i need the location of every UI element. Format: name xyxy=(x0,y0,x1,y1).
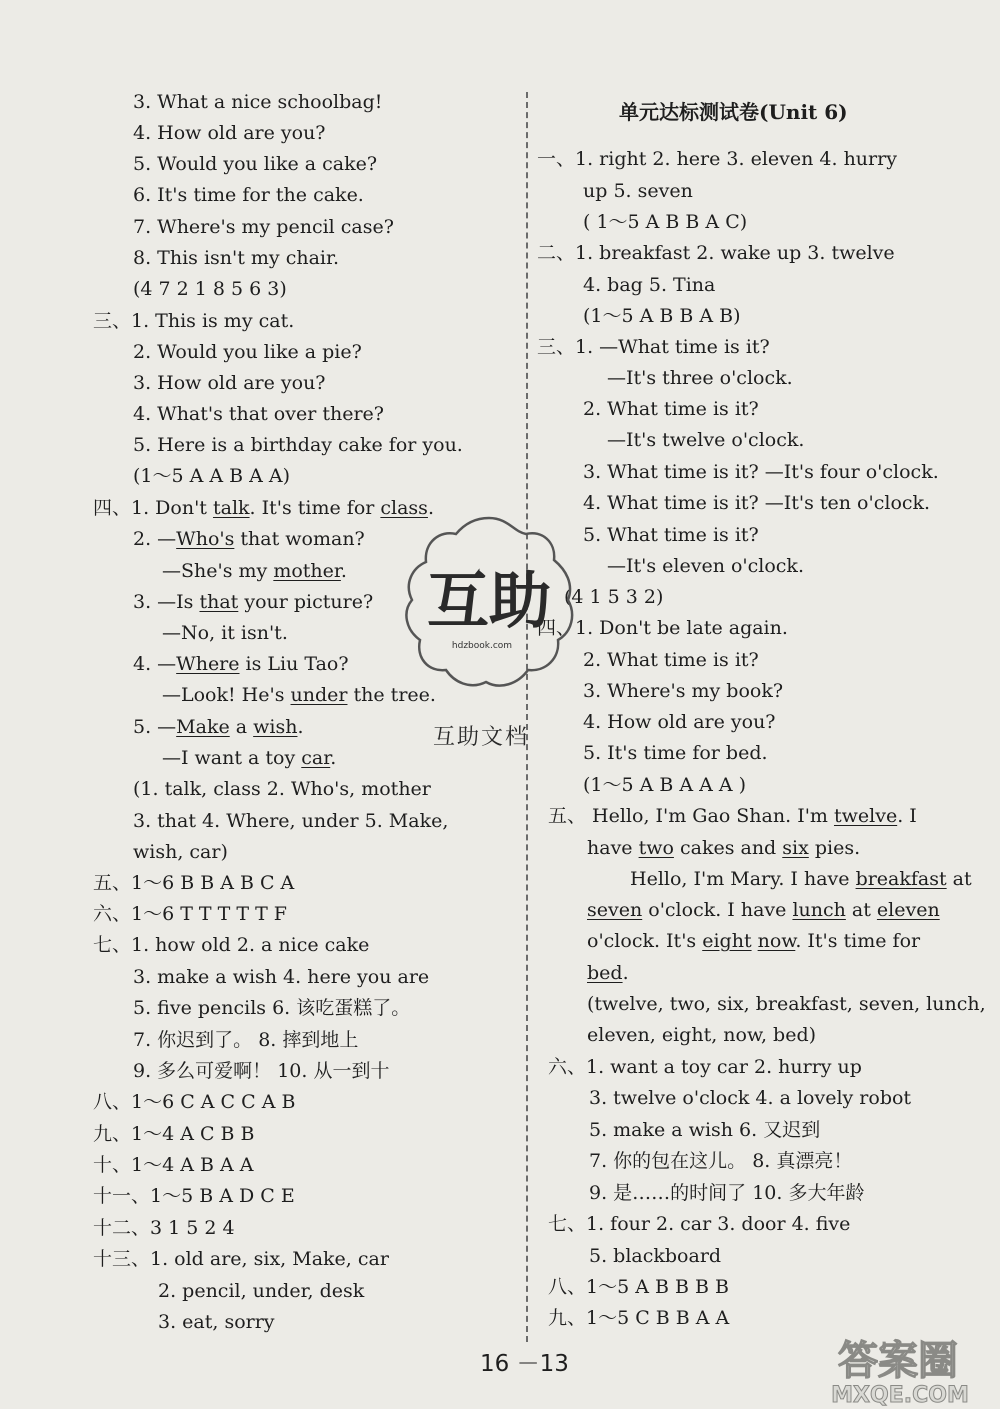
answer-line: 3. What a nice schoolbag! xyxy=(133,91,383,113)
answer-blank: mother xyxy=(273,560,341,582)
answer-line: —No, it isn't. xyxy=(162,622,288,644)
answer-blank: lunch xyxy=(792,899,846,921)
answer-line: bed. xyxy=(587,962,629,984)
answer-line: —It's three o'clock. xyxy=(607,367,793,389)
answer-line: have two cakes and six pies. xyxy=(587,837,861,859)
answer-blank: Who's xyxy=(176,528,235,550)
answer-line: Hello, I'm Mary. I have breakfast at xyxy=(630,868,972,890)
answer-line: 5. What time is it? xyxy=(583,524,759,546)
answer-line: (1～5 A B B A B) xyxy=(583,305,741,327)
answer-line: 五、1～6 B B A B C A xyxy=(93,872,295,894)
answer-line: —Look! He's under the tree. xyxy=(162,684,436,706)
answer-blank: Make xyxy=(176,716,230,738)
answer-line: up 5. seven xyxy=(583,180,693,202)
answer-line: ( 1～5 A B B A C) xyxy=(583,211,748,233)
answer-line: 2. pencil, under, desk xyxy=(158,1280,365,1302)
logo-url: MXQE.COM xyxy=(831,1383,969,1408)
answer-line: 六、1. want a toy car 2. hurry up xyxy=(548,1056,862,1078)
answer-blank: seven xyxy=(587,899,643,921)
answer-line: —It's twelve o'clock. xyxy=(607,429,805,451)
answer-blank: talk xyxy=(212,497,250,519)
stamp-url: hdzbook.com xyxy=(451,641,513,651)
answer-line: (4 7 2 1 8 5 6 3) xyxy=(133,278,287,300)
answer-blank: wish xyxy=(253,716,298,738)
answer-line: 三、1. —What time is it? xyxy=(537,336,770,358)
logo-chars: 答案圈 xyxy=(838,1338,958,1384)
column-divider xyxy=(526,92,528,1342)
answer-line: (twelve, two, six, breakfast, seven, lunch, xyxy=(587,993,986,1015)
answer-line: 六、1～6 T T T T T F xyxy=(93,903,287,925)
answer-line: 五、 Hello, I'm Gao Shan. I'm twelve. I xyxy=(548,805,917,827)
answer-line: 7. Where's my pencil case? xyxy=(133,216,394,238)
answer-line: 十一、1～5 B A D C E xyxy=(93,1185,295,1207)
answer-line: seven o'clock. I have lunch at eleven xyxy=(587,899,940,921)
answer-line: 4. How old are you? xyxy=(133,122,326,144)
answer-line: 十二、3 1 5 2 4 xyxy=(93,1217,235,1239)
answer-blank: Where xyxy=(176,653,240,675)
section-title: 单元达标测试卷(Unit 6) xyxy=(619,100,848,124)
answer-line: 八、1～5 A B B B B xyxy=(548,1276,729,1298)
answer-blank: that xyxy=(199,591,239,613)
answer-blank: twelve xyxy=(833,805,898,827)
site-logo-icon xyxy=(800,1330,996,1408)
answer-line: o'clock. It's eight now. It's time for xyxy=(587,930,921,952)
answer-line: 3. Where's my book? xyxy=(583,680,784,702)
answer-line: 2. Would you like a pie? xyxy=(133,341,362,363)
answer-blank: class xyxy=(380,497,428,519)
answer-line: 5. Would you like a cake? xyxy=(133,153,378,175)
answer-line: 5. —Make a wish. xyxy=(133,716,304,738)
answer-line: 七、1. how old 2. a nice cake xyxy=(93,934,370,956)
answer-line: 3. How old are you? xyxy=(133,372,326,394)
answer-line: (1～5 A A B A A) xyxy=(133,465,291,487)
answer-line: 3. —Is that your picture? xyxy=(133,591,374,613)
answer-blank: eleven xyxy=(876,899,940,921)
answer-line: 2. What time is it? xyxy=(583,398,759,420)
answer-line: 4. How old are you? xyxy=(583,711,776,733)
answer-line: 3. twelve o'clock 4. a lovely robot xyxy=(589,1087,912,1109)
answer-line: wish, car) xyxy=(133,841,228,863)
stamp-chars: 互助 xyxy=(426,564,552,637)
answer-line: 5. It's time for bed. xyxy=(583,742,768,764)
answer-line: 4. What time is it? —It's ten o'clock. xyxy=(583,492,931,514)
answer-line: 5. blackboard xyxy=(589,1245,722,1267)
answer-blank: bed xyxy=(587,962,623,984)
answer-line: 5. five pencils 6. 该吃蛋糕了。 xyxy=(133,997,411,1019)
answer-line: (1. talk, class 2. Who's, mother xyxy=(133,778,431,800)
answer-line: 3. make a wish 4. here you are xyxy=(133,966,430,988)
answer-line: 7. 你的包在这儿。 8. 真漂亮！ xyxy=(589,1150,853,1172)
answer-blank: car xyxy=(301,747,331,769)
answer-blank: two xyxy=(638,837,674,859)
answer-line: 十、1～4 A B A A xyxy=(93,1154,254,1176)
answer-blank: now xyxy=(757,930,796,952)
page-number: 16 －13 xyxy=(480,1351,569,1377)
answer-line: 2. What time is it? xyxy=(583,649,759,671)
answer-line: 十三、1. old are, six, Make, car xyxy=(93,1248,389,1270)
answer-line: 5. Here is a birthday cake for you. xyxy=(133,434,463,456)
answer-line: 2. —Who's that woman? xyxy=(133,528,365,550)
answer-line: 4. bag 5. Tina xyxy=(583,274,716,296)
answer-line: 四、1. Don't be late again. xyxy=(537,617,788,639)
answer-line: 9. 多么可爱啊！ 10. 从一到十 xyxy=(133,1060,390,1082)
answer-line: (4 1 5 3 2) xyxy=(564,586,664,608)
answer-line: 5. make a wish 6. 又迟到 xyxy=(589,1119,821,1141)
answer-line: 二、1. breakfast 2. wake up 3. twelve xyxy=(537,242,895,264)
answer-line: 3. eat, sorry xyxy=(158,1311,275,1333)
answer-line: 四、1. Don't talk. It's time for class. xyxy=(93,497,434,519)
answer-blank: under xyxy=(290,684,348,706)
answer-line: 一、1. right 2. here 3. eleven 4. hurry xyxy=(537,148,897,170)
watermark-stamp-icon xyxy=(396,510,582,696)
answer-line: 三、1. This is my cat. xyxy=(93,310,295,332)
watermark-caption: 互助文档 xyxy=(433,725,530,750)
answer-line: eleven, eight, now, bed) xyxy=(587,1024,817,1046)
answer-line: 4. —Where is Liu Tao? xyxy=(133,653,349,675)
answer-line: —I want a toy car. xyxy=(162,747,337,769)
answer-line: (1～5 A B A A A ) xyxy=(583,774,747,796)
answer-line: 七、1. four 2. car 3. door 4. five xyxy=(548,1213,851,1235)
answer-line: 4. What's that over there? xyxy=(133,403,384,425)
answer-line: 3. What time is it? —It's four o'clock. xyxy=(583,461,939,483)
answer-blank: eight xyxy=(702,930,752,952)
answer-line: 6. It's time for the cake. xyxy=(133,184,364,206)
answer-line: 3. that 4. Where, under 5. Make, xyxy=(133,810,449,832)
answer-line: 8. This isn't my chair. xyxy=(133,247,340,269)
answer-line: 九、1～4 A C B B xyxy=(93,1123,255,1145)
answer-line: 7. 你迟到了。 8. 摔到地上 xyxy=(133,1029,359,1051)
answer-blank: breakfast xyxy=(855,868,947,890)
answer-line: 9. 是……的时间了 10. 多大年龄 xyxy=(589,1182,865,1204)
answer-line: 九、1～5 C B B A A xyxy=(548,1307,730,1329)
answer-line: —She's my mother. xyxy=(162,560,347,582)
answer-line: 八、1～6 C A C C A B xyxy=(93,1091,296,1113)
answer-blank: six xyxy=(782,837,809,859)
answer-line: —It's eleven o'clock. xyxy=(607,555,804,577)
